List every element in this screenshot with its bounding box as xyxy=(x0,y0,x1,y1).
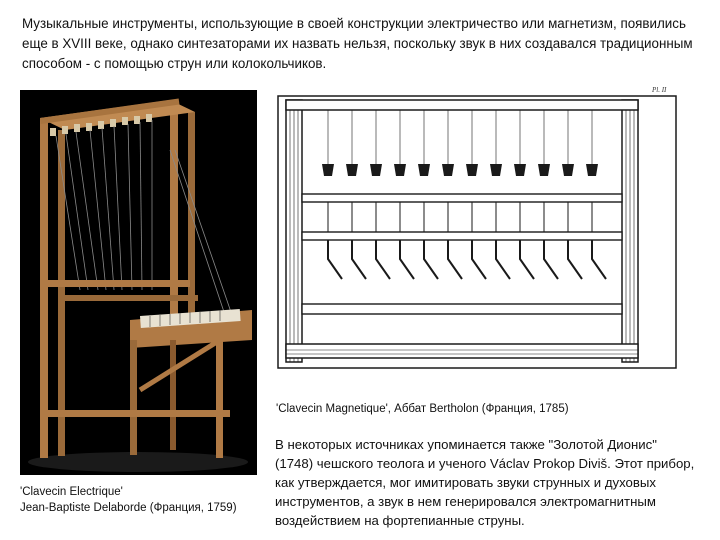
intro-paragraph: Музыкальные инструменты, использующие в своей конструкции электричество или магнетизм, появились еще в XVIII веке, однако синтезаторами их назвать нельзя, поскольку звук в них создавался традиционным способом - с помощью струн или колокольчиков. xyxy=(22,16,693,71)
caption-clavecin-electrique xyxy=(20,484,237,516)
clavecin-electrique-photo xyxy=(20,90,257,475)
divis-paragraph: В некоторых источниках упоминается также "Золотой Дионис" (1748) чешского теолога и ученого Václav Prokop Diviš. Этот прибор, как утверждается, мог имитировать звуки струнных и духовых инструментов, а звук в нем генерировался электромагнитным воздействием на фортепианные струны. xyxy=(275,437,695,528)
clavecin-magnetique-illustration xyxy=(272,84,682,384)
clavecin-magnetique-engraving xyxy=(272,84,682,384)
clavecin-electrique-illustration xyxy=(20,90,257,475)
caption-clavecin-magnetique: 'Clavecin Magnetique', Аббат Bertholon (Франция, 1785) xyxy=(276,403,569,415)
plate-label: Pl. II xyxy=(652,86,667,94)
caption-author: Jean-Baptiste Delaborde (Франция, 1759) xyxy=(20,502,237,514)
caption-title: 'Clavecin Electrique' xyxy=(20,486,123,498)
